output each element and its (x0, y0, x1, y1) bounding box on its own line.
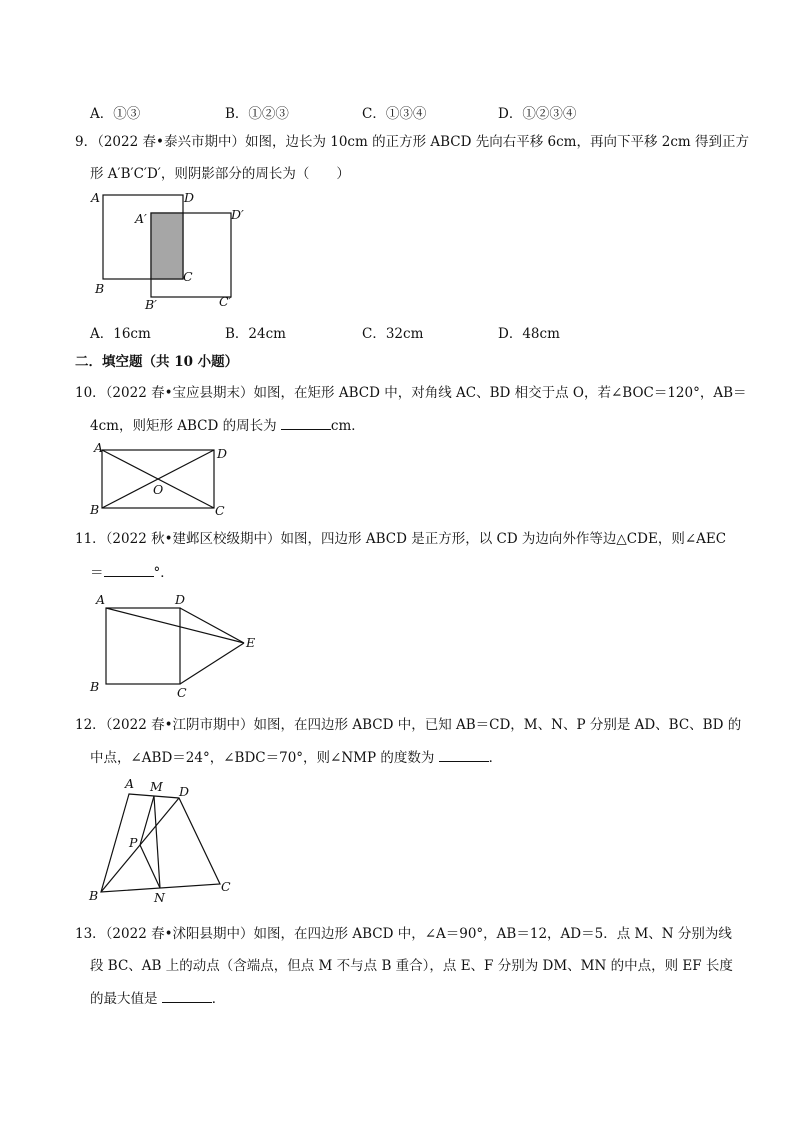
q10-text-line2 (90, 415, 365, 435)
q13-text-line2: 段 BC、AB 上的动点（含端点，但点 M 不与点 B 重合），点 E、F 分别为 DM、MN 的中点，则 EF 长度 (90, 958, 733, 974)
q13-text-pre: 的最大值是 (90, 991, 158, 1007)
q8-option-d: D．①②③④ (498, 106, 577, 122)
label-m: M (150, 779, 163, 794)
q12-text-post: ． (488, 750, 503, 766)
section-2-title: 二．填空题（共 10 小题） (75, 354, 239, 370)
label-a-prime: A′ (135, 211, 147, 226)
q12-text-pre: 中点，∠ABD＝24°，∠BDC＝70°，则∠NMP 的度数为 (90, 750, 435, 766)
q9-option-c: C．32cm (362, 326, 424, 342)
q9-option-d: D．48cm (498, 326, 560, 342)
label-c: C (177, 685, 187, 700)
label-p: P (129, 835, 138, 850)
label-b: B (90, 502, 100, 517)
q11-text-post: °． (153, 565, 174, 581)
q8-option-b: B．①②③ (225, 106, 289, 122)
label-d: D (179, 784, 190, 799)
q13-text-line3 (90, 988, 225, 1008)
q12-text-line1: 12．（2022 春•江阴市期中）如图，在四边形 ABCD 中，已知 AB＝CD，M、N、P 分别是 AD、BC、BD 的 (75, 717, 742, 733)
q10-text-post: cm． (330, 418, 365, 434)
label-d-prime: D′ (231, 207, 244, 222)
label-d: D (175, 592, 186, 607)
label-b: B (95, 281, 105, 296)
q13-answer-blank[interactable] (162, 988, 212, 1003)
q10-text-pre: 4cm，则矩形 ABCD 的周长为 (90, 418, 277, 434)
q9-figure (85, 185, 255, 315)
q10-answer-blank[interactable] (281, 415, 331, 430)
segment-ce (180, 643, 244, 684)
q9-text-line2: 形 A′B′C′D′，则阴影部分的周长为（ ） (90, 166, 350, 182)
label-c: C (221, 879, 231, 894)
label-c: C (183, 269, 193, 284)
label-d: D (217, 446, 228, 461)
q13-text-line1: 13．（2022 春•沭阳县期中）如图，在四边形 ABCD 中，∠A＝90°，AB＝12，AD＝5．点 M、N 分别为线 (75, 926, 732, 942)
label-o: O (153, 482, 164, 497)
q10-text-line1: 10．（2022 春•宝应县期末）如图，在矩形 ABCD 中，对角线 AC、BD 相交于点 O，若∠BOC＝120°，AB＝ (75, 385, 747, 401)
quadrilateral-abcd (101, 794, 220, 892)
segment-de (180, 608, 244, 643)
label-n: N (154, 890, 165, 905)
q11-text-pre: ＝ (90, 565, 104, 581)
label-e: E (246, 635, 256, 650)
q12-text-line2 (90, 747, 502, 767)
q11-text-line2 (90, 562, 174, 582)
segment-mn (154, 796, 160, 888)
label-a: A (96, 592, 106, 607)
shaded-region (151, 213, 183, 279)
q10-figure (88, 438, 248, 518)
label-a: A (91, 190, 101, 205)
segment-pn (140, 845, 160, 888)
q11-answer-blank[interactable] (104, 562, 154, 577)
q13-text-post: ． (211, 991, 226, 1007)
segment-mp (140, 796, 154, 845)
q9-text-line1: 9．（2022 春•泰兴市期中）如图，边长为 10cm 的正方形 ABCD 先向右平移 6cm，再向下平移 2cm 得到正方 (75, 134, 750, 150)
q11-figure (88, 590, 268, 700)
label-c-prime: C′ (219, 294, 232, 309)
square-abcd (106, 608, 180, 684)
q12-figure (85, 774, 245, 904)
q8-option-a: A．①③ (90, 106, 141, 122)
q12-answer-blank[interactable] (439, 747, 489, 762)
q9-option-b: B．24cm (225, 326, 286, 342)
segment-ae (106, 608, 244, 643)
q8-option-c: C．①③④ (362, 106, 427, 122)
label-a: A (94, 440, 104, 455)
label-b-prime: B′ (145, 297, 158, 312)
label-c: C (215, 503, 225, 518)
label-d: D (184, 190, 195, 205)
label-b: B (90, 679, 100, 694)
label-b: B (89, 888, 99, 903)
q11-text-line1: 11．（2022 秋•建邺区校级期中）如图，四边形 ABCD 是正方形，以 CD 为边向外作等边△CDE，则∠AEC (75, 531, 727, 547)
q9-option-a: A．16cm (90, 326, 151, 342)
label-a: A (125, 776, 135, 791)
